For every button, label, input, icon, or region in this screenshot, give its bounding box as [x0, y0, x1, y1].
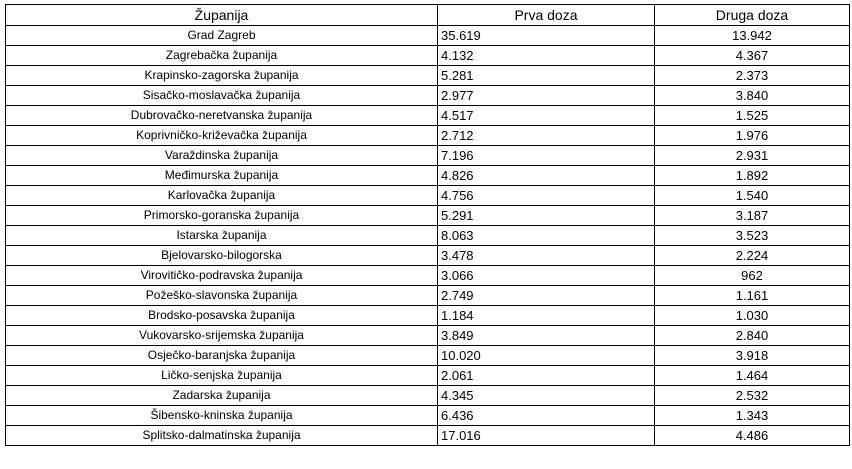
- county-cell: Virovitičko-podravska županija: [6, 266, 438, 286]
- county-cell: Ličko-senjska županija: [6, 366, 438, 386]
- first-dose-cell: 35.619: [438, 26, 655, 46]
- second-dose-cell: 1.343: [655, 406, 850, 426]
- county-cell: Primorsko-goranska županija: [6, 206, 438, 226]
- first-dose-cell: 1.184: [438, 306, 655, 326]
- table-row: [6, 366, 850, 386]
- second-dose-cell: 3.918: [655, 346, 850, 366]
- first-dose-cell: 17.016: [438, 426, 655, 446]
- second-dose-cell: 2.532: [655, 386, 850, 406]
- second-dose-cell: 3.840: [655, 86, 850, 106]
- second-dose-cell: 1.464: [655, 366, 850, 386]
- second-dose-cell: 4.486: [655, 426, 850, 446]
- county-cell: Bjelovarsko-bilogorska: [6, 246, 438, 266]
- table-row: [6, 406, 850, 426]
- first-dose-cell: 4.826: [438, 166, 655, 186]
- first-dose-cell: 8.063: [438, 226, 655, 246]
- county-cell: Istarska županija: [6, 226, 438, 246]
- second-dose-cell: 1.161: [655, 286, 850, 306]
- first-dose-cell: 7.196: [438, 146, 655, 166]
- first-dose-cell: 2.061: [438, 366, 655, 386]
- first-dose-cell: 2.749: [438, 286, 655, 306]
- first-dose-cell: 3.849: [438, 326, 655, 346]
- table-row: [6, 146, 850, 166]
- table-row: [6, 186, 850, 206]
- county-cell: Zagrebačka županija: [6, 46, 438, 66]
- table-row: [6, 26, 850, 46]
- county-cell: Koprivničko-križevačka županija: [6, 126, 438, 146]
- county-cell: Zadarska županija: [6, 386, 438, 406]
- county-cell: Karlovačka županija: [6, 186, 438, 206]
- second-dose-cell: 2.224: [655, 246, 850, 266]
- second-dose-cell: 2.840: [655, 326, 850, 346]
- header-second-dose: Druga doza: [655, 5, 850, 26]
- second-dose-cell: 4.367: [655, 46, 850, 66]
- table-row: [6, 386, 850, 406]
- first-dose-cell: 2.712: [438, 126, 655, 146]
- first-dose-cell: 10.020: [438, 346, 655, 366]
- header-first-dose: Prva doza: [438, 5, 655, 26]
- county-cell: Šibensko-kninska županija: [6, 406, 438, 426]
- second-dose-cell: 1.525: [655, 106, 850, 126]
- first-dose-cell: 2.977: [438, 86, 655, 106]
- county-cell: Grad Zagreb: [6, 26, 438, 46]
- table-row: [6, 166, 850, 186]
- first-dose-cell: 4.132: [438, 46, 655, 66]
- county-cell: Varaždinska županija: [6, 146, 438, 166]
- second-dose-cell: 3.187: [655, 206, 850, 226]
- table-row: [6, 326, 850, 346]
- table-row: [6, 206, 850, 226]
- county-cell: Dubrovačko-neretvanska županija: [6, 106, 438, 126]
- table-row: [6, 226, 850, 246]
- table-row: [6, 266, 850, 286]
- county-cell: Vukovarsko-srijemska županija: [6, 326, 438, 346]
- table-row: [6, 346, 850, 366]
- county-cell: Brodsko-posavska županija: [6, 306, 438, 326]
- vaccination-table: [5, 4, 850, 446]
- second-dose-cell: 1.976: [655, 126, 850, 146]
- second-dose-cell: 2.931: [655, 146, 850, 166]
- first-dose-cell: 4.756: [438, 186, 655, 206]
- first-dose-cell: 6.436: [438, 406, 655, 426]
- table-row: [6, 106, 850, 126]
- second-dose-cell: 1.540: [655, 186, 850, 206]
- second-dose-cell: 3.523: [655, 226, 850, 246]
- county-cell: Sisačko-moslavačka županija: [6, 86, 438, 106]
- first-dose-cell: 3.066: [438, 266, 655, 286]
- header-county: Županija: [6, 5, 438, 26]
- table-row: [6, 286, 850, 306]
- table-body: [6, 26, 850, 446]
- table-row: [6, 126, 850, 146]
- first-dose-cell: 4.517: [438, 106, 655, 126]
- county-cell: Krapinsko-zagorska županija: [6, 66, 438, 86]
- first-dose-cell: 3.478: [438, 246, 655, 266]
- second-dose-cell: 1.892: [655, 166, 850, 186]
- table-row: [6, 66, 850, 86]
- first-dose-cell: 4.345: [438, 386, 655, 406]
- county-cell: Međimurska županija: [6, 166, 438, 186]
- county-cell: Požeško-slavonska županija: [6, 286, 438, 306]
- second-dose-cell: 2.373: [655, 66, 850, 86]
- first-dose-cell: 5.291: [438, 206, 655, 226]
- second-dose-cell: 962: [655, 266, 850, 286]
- table-row: [6, 426, 850, 446]
- table-row: [6, 246, 850, 266]
- county-cell: Splitsko-dalmatinska županija: [6, 426, 438, 446]
- header-row: [6, 5, 850, 26]
- table-row: [6, 46, 850, 66]
- vaccination-table-container: [5, 4, 850, 446]
- table-row: [6, 86, 850, 106]
- county-cell: Osječko-baranjska županija: [6, 346, 438, 366]
- first-dose-cell: 5.281: [438, 66, 655, 86]
- second-dose-cell: 1.030: [655, 306, 850, 326]
- second-dose-cell: 13.942: [655, 26, 850, 46]
- table-row: [6, 306, 850, 326]
